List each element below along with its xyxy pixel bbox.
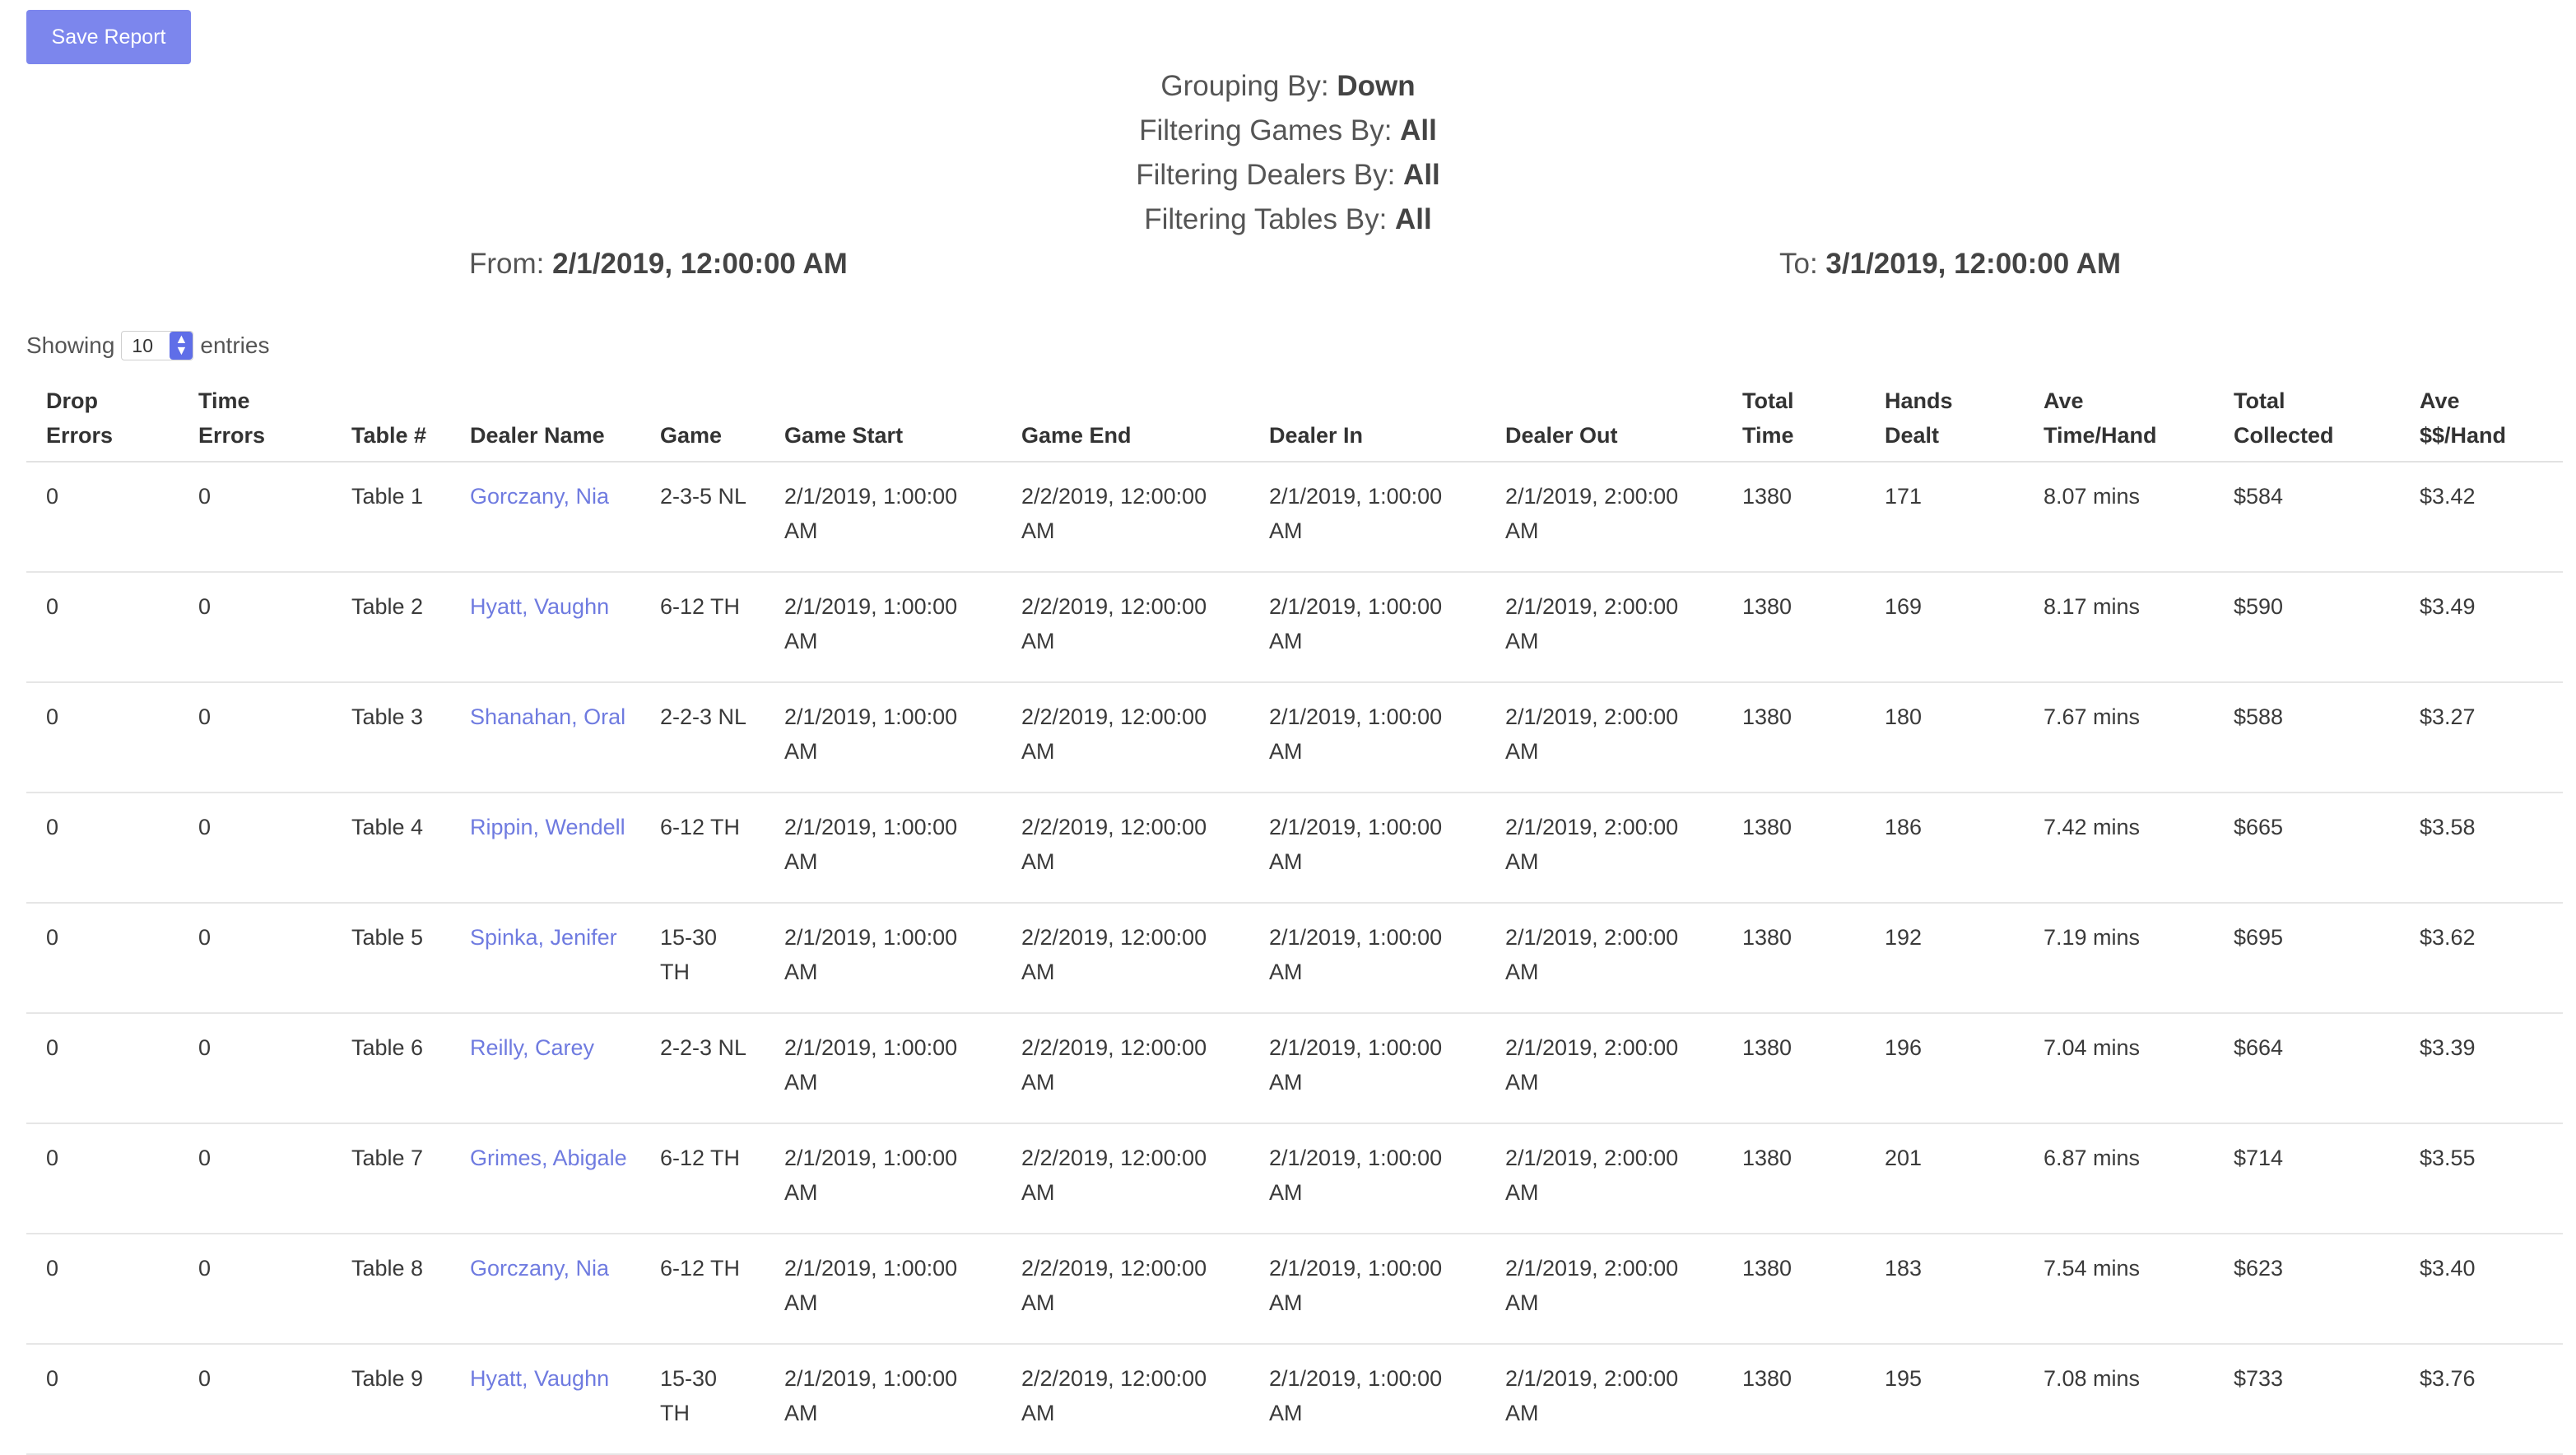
updown-arrows-icon: ▲ ▼ — [170, 332, 193, 360]
table-cell: $3.40 — [2400, 1234, 2563, 1344]
entries-prefix: Showing — [26, 332, 115, 358]
table-cell: $665 — [2214, 793, 2400, 903]
grouping-line: Grouping By: Down — [1160, 70, 1416, 102]
table-cell: 2/1/2019, 2:00:00 AM — [1486, 1013, 1723, 1123]
table-cell: 2/2/2019, 12:00:00 AM — [1002, 682, 1249, 793]
table-cell: Table 4 — [332, 793, 450, 903]
table-cell: 0 — [26, 572, 179, 682]
column-header: Game End — [1002, 377, 1249, 462]
table-cell: 2/1/2019, 1:00:00 AM — [765, 572, 1002, 682]
table-cell: 0 — [26, 1234, 179, 1344]
dealer-name-link[interactable]: Shanahan, Oral — [450, 682, 640, 793]
table-cell: 2/2/2019, 12:00:00 AM — [1002, 1123, 1249, 1234]
column-header: Ave $$/Hand — [2400, 377, 2563, 462]
table-cell: 6.87 mins — [2024, 1123, 2214, 1234]
table-cell: $3.76 — [2400, 1344, 2563, 1454]
table-cell: $3.62 — [2400, 903, 2563, 1013]
table-cell: 7.54 mins — [2024, 1234, 2214, 1344]
table-cell: 2/1/2019, 1:00:00 AM — [1249, 903, 1486, 1013]
dealer-name-link[interactable]: Hyatt, Vaughn — [450, 1344, 640, 1454]
dealer-name-link[interactable]: Hyatt, Vaughn — [450, 572, 640, 682]
table-cell: 2/1/2019, 1:00:00 AM — [1249, 462, 1486, 572]
table-cell: 0 — [26, 793, 179, 903]
table-cell: Table 6 — [332, 1013, 450, 1123]
table-cell: 2/2/2019, 12:00:00 AM — [1002, 1234, 1249, 1344]
table-cell: $3.39 — [2400, 1013, 2563, 1123]
table-cell: 2/1/2019, 2:00:00 AM — [1486, 793, 1723, 903]
table-cell: 1380 — [1723, 572, 1865, 682]
table-cell: $3.55 — [2400, 1123, 2563, 1234]
table-cell: $714 — [2214, 1123, 2400, 1234]
table-cell: 2/2/2019, 12:00:00 AM — [1002, 1344, 1249, 1454]
dealer-name-link[interactable]: Gorczany, Nia — [450, 462, 640, 572]
table-cell: 8.07 mins — [2024, 462, 2214, 572]
table-cell: 180 — [1865, 682, 2024, 793]
table-cell: 183 — [1865, 1234, 2024, 1344]
column-header: Total Time — [1723, 377, 1865, 462]
column-header: Game Start — [765, 377, 1002, 462]
table-cell: 8.17 mins — [2024, 572, 2214, 682]
table-cell: Table 1 — [332, 462, 450, 572]
table-cell: 2/2/2019, 12:00:00 AM — [1002, 572, 1249, 682]
table-cell: 0 — [179, 1123, 332, 1234]
table-cell: 2/2/2019, 12:00:00 AM — [1002, 462, 1249, 572]
table-cell: $623 — [2214, 1234, 2400, 1344]
table-row — [26, 1344, 2563, 1454]
table-cell: 2/1/2019, 1:00:00 AM — [765, 1013, 1002, 1123]
games-filter-line: Filtering Games By: All — [1139, 114, 1437, 146]
table-cell: 2/1/2019, 2:00:00 AM — [1486, 1234, 1723, 1344]
table-cell: 0 — [179, 462, 332, 572]
table-cell: 2/1/2019, 2:00:00 AM — [1486, 682, 1723, 793]
dealer-name-link[interactable]: Spinka, Jenifer — [450, 903, 640, 1013]
column-header: Hands Dealt — [1865, 377, 2024, 462]
table-cell: 1380 — [1723, 682, 1865, 793]
table-cell: 7.42 mins — [2024, 793, 2214, 903]
table-cell: 0 — [179, 682, 332, 793]
date-to: To: 3/1/2019, 12:00:00 AM — [1779, 248, 2122, 280]
table-cell: 6-12 TH — [640, 793, 765, 903]
table-cell: 6-12 TH — [640, 1234, 765, 1344]
table-cell: 0 — [26, 1013, 179, 1123]
column-header: Dealer Out — [1486, 377, 1723, 462]
table-cell: 196 — [1865, 1013, 2024, 1123]
table-cell: 7.04 mins — [2024, 1013, 2214, 1123]
table-cell: $3.27 — [2400, 682, 2563, 793]
table-cell: 192 — [1865, 903, 2024, 1013]
table-cell: $733 — [2214, 1344, 2400, 1454]
table-cell: 0 — [179, 1013, 332, 1123]
table-row — [26, 462, 2563, 572]
table-cell: 2/2/2019, 12:00:00 AM — [1002, 793, 1249, 903]
table-cell: 1380 — [1723, 1123, 1865, 1234]
table-cell: 2/1/2019, 1:00:00 AM — [765, 1234, 1002, 1344]
dealer-name-link[interactable]: Gorczany, Nia — [450, 1234, 640, 1344]
dealers-filter-value: All — [1403, 159, 1440, 191]
table-cell: 0 — [26, 1344, 179, 1454]
table-cell: 2/1/2019, 1:00:00 AM — [1249, 1123, 1486, 1234]
grouping-value: Down — [1337, 70, 1416, 102]
table-cell: 2/2/2019, 12:00:00 AM — [1002, 903, 1249, 1013]
table-cell: 1380 — [1723, 1013, 1865, 1123]
table-cell: $695 — [2214, 903, 2400, 1013]
table-cell: $3.42 — [2400, 462, 2563, 572]
table-cell: 2/1/2019, 1:00:00 AM — [1249, 793, 1486, 903]
table-cell: 7.08 mins — [2024, 1344, 2214, 1454]
entries-select-value: 10 — [132, 334, 153, 356]
table-cell: 2/1/2019, 2:00:00 AM — [1486, 572, 1723, 682]
column-header: Dealer Name — [450, 377, 640, 462]
table-cell: 0 — [26, 682, 179, 793]
table-cell: 1380 — [1723, 1234, 1865, 1344]
dealer-name-link[interactable]: Grimes, Abigale — [450, 1123, 640, 1234]
date-to-value: 3/1/2019, 12:00:00 AM — [1825, 248, 2122, 280]
table-header-row — [26, 377, 2563, 462]
table-cell: $588 — [2214, 682, 2400, 793]
column-header: Ave Time/Hand — [2024, 377, 2214, 462]
table-cell: $584 — [2214, 462, 2400, 572]
table-cell: $3.49 — [2400, 572, 2563, 682]
dealers-filter-line: Filtering Dealers By: All — [1136, 159, 1440, 191]
table-cell: 2/1/2019, 1:00:00 AM — [1249, 1344, 1486, 1454]
table-cell: 195 — [1865, 1344, 2024, 1454]
table-cell: 2/2/2019, 12:00:00 AM — [1002, 1013, 1249, 1123]
tables-filter-value: All — [1395, 203, 1432, 235]
table-cell: Table 8 — [332, 1234, 450, 1344]
table-cell: 2-3-5 NL — [640, 462, 765, 572]
table-cell: 171 — [1865, 462, 2024, 572]
table-cell: Table 7 — [332, 1123, 450, 1234]
table-cell: 2/1/2019, 2:00:00 AM — [1486, 1344, 1723, 1454]
table-cell: 2/1/2019, 1:00:00 AM — [765, 682, 1002, 793]
table-cell: $3.58 — [2400, 793, 2563, 903]
tables-filter-line: Filtering Tables By: All — [1144, 203, 1432, 235]
entries-control — [26, 328, 269, 364]
table-cell: 2/1/2019, 1:00:00 AM — [765, 1123, 1002, 1234]
table-cell: 186 — [1865, 793, 2024, 903]
column-header: Table # — [332, 377, 450, 462]
table-row — [26, 572, 2563, 682]
games-filter-value: All — [1400, 114, 1437, 146]
table-cell: 1380 — [1723, 793, 1865, 903]
table-cell: 7.19 mins — [2024, 903, 2214, 1013]
table-cell: 15-30 TH — [640, 1344, 765, 1454]
table-cell: 1380 — [1723, 462, 1865, 572]
table-cell: Table 9 — [332, 1344, 450, 1454]
table-row — [26, 903, 2563, 1013]
table-cell: 0 — [179, 1344, 332, 1454]
table-cell: 0 — [179, 793, 332, 903]
column-header: Time Errors — [179, 377, 332, 462]
table-cell: 0 — [179, 903, 332, 1013]
table-cell: 2-2-3 NL — [640, 1013, 765, 1123]
table-cell: 7.67 mins — [2024, 682, 2214, 793]
table-cell: 2/1/2019, 2:00:00 AM — [1486, 462, 1723, 572]
table-cell: 2/1/2019, 2:00:00 AM — [1486, 903, 1723, 1013]
column-header: Drop Errors — [26, 377, 179, 462]
table-body — [26, 462, 2563, 1454]
date-from: From: 2/1/2019, 12:00:00 AM — [469, 248, 848, 280]
report-table — [26, 377, 2563, 1455]
table-cell: 1380 — [1723, 1344, 1865, 1454]
column-header: Dealer In — [1249, 377, 1486, 462]
table-cell: 0 — [179, 1234, 332, 1344]
table-cell: 2/1/2019, 1:00:00 AM — [765, 793, 1002, 903]
table-cell: 0 — [26, 462, 179, 572]
table-cell: Table 2 — [332, 572, 450, 682]
table-cell: 2/1/2019, 1:00:00 AM — [765, 1344, 1002, 1454]
table-cell: 2/1/2019, 1:00:00 AM — [765, 462, 1002, 572]
table-cell: 0 — [179, 572, 332, 682]
table-cell: 1380 — [1723, 903, 1865, 1013]
table-row — [26, 1013, 2563, 1123]
table-cell: 201 — [1865, 1123, 2024, 1234]
table-cell: 6-12 TH — [640, 1123, 765, 1234]
table-cell: 6-12 TH — [640, 572, 765, 682]
table-row — [26, 1234, 2563, 1344]
table-row — [26, 682, 2563, 793]
table-cell: 2/1/2019, 1:00:00 AM — [1249, 572, 1486, 682]
entries-select[interactable] — [121, 331, 193, 360]
table-cell: $664 — [2214, 1013, 2400, 1123]
table-row — [26, 1123, 2563, 1234]
table-cell: 2/1/2019, 1:00:00 AM — [765, 903, 1002, 1013]
table-cell: $590 — [2214, 572, 2400, 682]
table-cell: 2/1/2019, 1:00:00 AM — [1249, 1234, 1486, 1344]
table-row — [26, 793, 2563, 903]
column-header: Total Collected — [2214, 377, 2400, 462]
table-cell: 0 — [26, 903, 179, 1013]
report-summary — [0, 64, 2576, 242]
dealer-name-link[interactable]: Reilly, Carey — [450, 1013, 640, 1123]
column-header: Game — [640, 377, 765, 462]
table-cell: 15-30 TH — [640, 903, 765, 1013]
save-report-button[interactable]: Save Report — [26, 10, 191, 64]
table-cell: Table 3 — [332, 682, 450, 793]
table-cell: 169 — [1865, 572, 2024, 682]
table-cell: 2-2-3 NL — [640, 682, 765, 793]
table-cell: 2/1/2019, 2:00:00 AM — [1486, 1123, 1723, 1234]
dealer-name-link[interactable]: Rippin, Wendell — [450, 793, 640, 903]
table-cell: 2/1/2019, 1:00:00 AM — [1249, 1013, 1486, 1123]
table-cell: Table 5 — [332, 903, 450, 1013]
table-cell: 0 — [26, 1123, 179, 1234]
entries-suffix: entries — [200, 332, 270, 358]
table-cell: 2/1/2019, 1:00:00 AM — [1249, 682, 1486, 793]
date-from-value: 2/1/2019, 12:00:00 AM — [552, 248, 848, 280]
